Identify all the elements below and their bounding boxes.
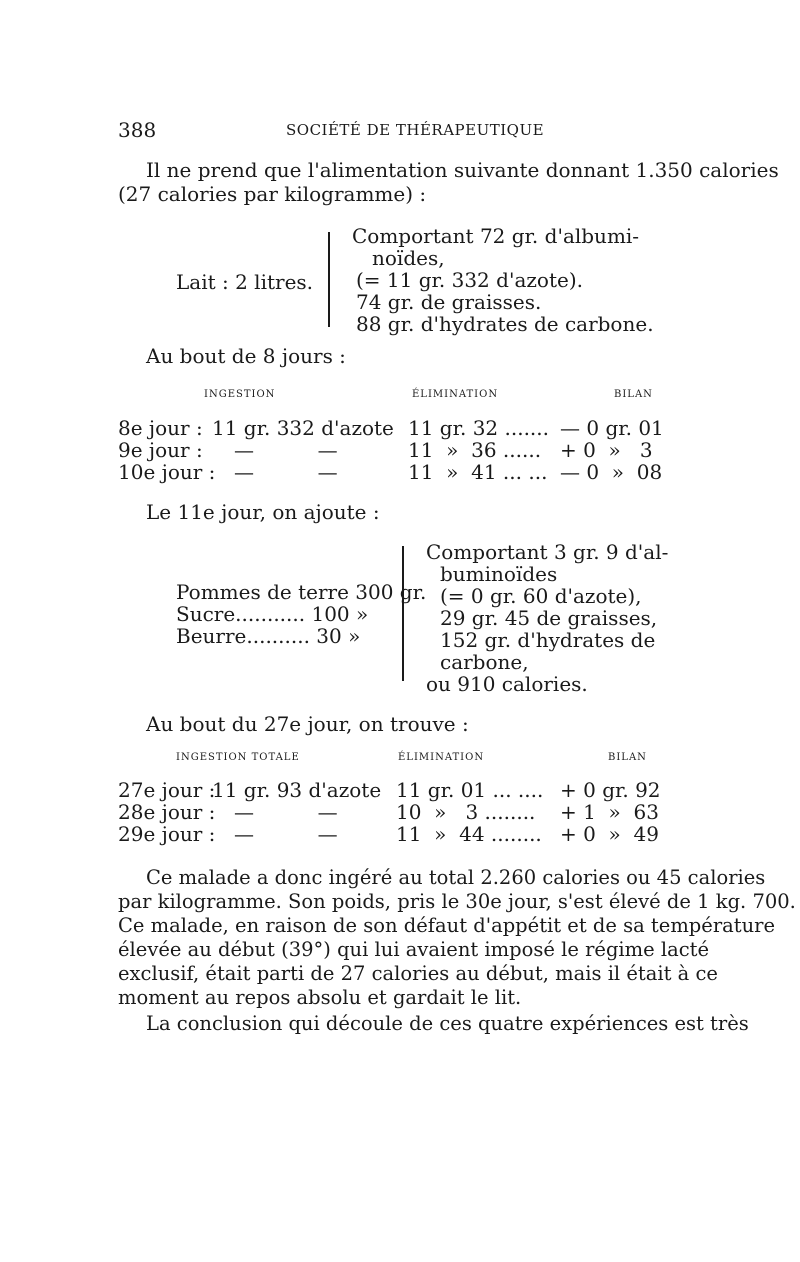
- addition-detail-4: 29 gr. 45 de graisses,: [440, 606, 658, 630]
- table2-day: 27e jour :: [118, 778, 216, 802]
- table1-day: 10e jour :: [118, 460, 216, 484]
- table1-bilan: + 0 » 3: [560, 438, 653, 462]
- after-27-days: Au bout du 27e jour, on trouve :: [146, 712, 469, 736]
- table2-day: 28e jour :: [118, 800, 216, 824]
- milk-detail-4: 74 gr. de graisses.: [356, 290, 542, 314]
- running-title: SOCIÉTÉ DE THÉRAPEUTIQUE: [286, 121, 545, 139]
- addition-detail-3: (= 0 gr. 60 d'azote),: [440, 584, 642, 608]
- addition-item: Sucre........... 100 »: [176, 602, 369, 626]
- addition-detail-7: ou 910 calories.: [426, 672, 588, 696]
- paragraph-line: élevée au début (39°) qui lui avaient imposé le régime lacté: [118, 938, 710, 961]
- table2-bilan: + 1 » 63: [560, 800, 659, 824]
- paragraph-line: Ce malade, en raison de son défaut d'appétit et de sa température: [118, 914, 776, 937]
- paragraph-line: Ce malade a donc ingéré au total 2.260 calories ou 45 calories: [146, 866, 766, 889]
- table1-header-ingestion: INGESTION: [204, 389, 276, 400]
- table1-bilan: — 0 gr. 01: [560, 416, 664, 440]
- milk-detail-3: (= 11 gr. 332 d'azote).: [356, 268, 583, 292]
- milk-detail-1: Comportant 72 gr. d'albumi-: [352, 224, 640, 248]
- additions-brace: [402, 546, 404, 681]
- table2-header-bilan: BILAN: [608, 752, 647, 763]
- after-8-days: Au bout de 8 jours :: [146, 344, 346, 368]
- table1-bilan: — 0 » 08: [560, 460, 663, 484]
- page-number: 388: [118, 118, 157, 142]
- table2-header-elimination: ÉLIMINATION: [398, 752, 485, 763]
- paragraph-line: moment au repos absolu et gardait le lit.: [118, 986, 522, 1009]
- table2-day: 29e jour :: [118, 822, 216, 846]
- table1-elimination: 11 gr. 32 .......: [408, 416, 549, 440]
- milk-detail-2: noïdes,: [372, 246, 445, 270]
- addition-item: Pommes de terre 300 gr.: [176, 580, 427, 604]
- table1-elimination: 11 » 41 ... ...: [408, 460, 548, 484]
- table2-elimination: 11 gr. 01 ... ....: [396, 778, 544, 802]
- addition-detail-6: carbone,: [440, 650, 529, 674]
- addition-detail-2: buminoïdes: [440, 562, 558, 586]
- table1-day: 8e jour :: [118, 416, 203, 440]
- paragraph-line: exclusif, était parti de 27 calories au début, mais il était à ce: [118, 962, 718, 985]
- table2-ingestion: — —: [234, 800, 338, 824]
- intro-line-2: (27 calories par kilogramme) :: [118, 182, 427, 206]
- milk-label: Lait : 2 litres.: [176, 270, 314, 294]
- intro-line-1: Il ne prend que l'alimentation suivante donnant 1.350 calories: [146, 158, 779, 182]
- table1-ingestion: 11 gr. 332 d'azote: [212, 416, 394, 440]
- table1-ingestion: — —: [234, 460, 338, 484]
- table2-bilan: + 0 » 49: [560, 822, 659, 846]
- paragraph-line: La conclusion qui découle de ces quatre expériences est très: [146, 1012, 749, 1035]
- milk-brace: [328, 232, 330, 327]
- addition-item: Beurre.......... 30 »: [176, 624, 361, 648]
- table2-header-ingestion: INGESTION TOTALE: [176, 752, 300, 763]
- table1-elimination: 11 » 36 ......: [408, 438, 542, 462]
- addition-detail-1: Comportant 3 gr. 9 d'al-: [426, 540, 669, 564]
- table1-ingestion: — —: [234, 438, 338, 462]
- table2-ingestion: — —: [234, 822, 338, 846]
- table1-header-elimination: ÉLIMINATION: [412, 389, 499, 400]
- addition-detail-5: 152 gr. d'hydrates de: [440, 628, 656, 652]
- table2-elimination: 10 » 3 ........: [396, 800, 536, 824]
- table2-bilan: + 0 gr. 92: [560, 778, 661, 802]
- table1-day: 9e jour :: [118, 438, 203, 462]
- milk-detail-5: 88 gr. d'hydrates de carbone.: [356, 312, 654, 336]
- table2-elimination: 11 » 44 ........: [396, 822, 542, 846]
- table2-ingestion: 11 gr. 93 d'azote: [212, 778, 382, 802]
- table1-header-bilan: BILAN: [614, 389, 653, 400]
- paragraph-line: par kilogramme. Son poids, pris le 30e jour, s'est élevé de 1 kg. 700.: [118, 890, 796, 913]
- day-11-line: Le 11e jour, on ajoute :: [146, 500, 380, 524]
